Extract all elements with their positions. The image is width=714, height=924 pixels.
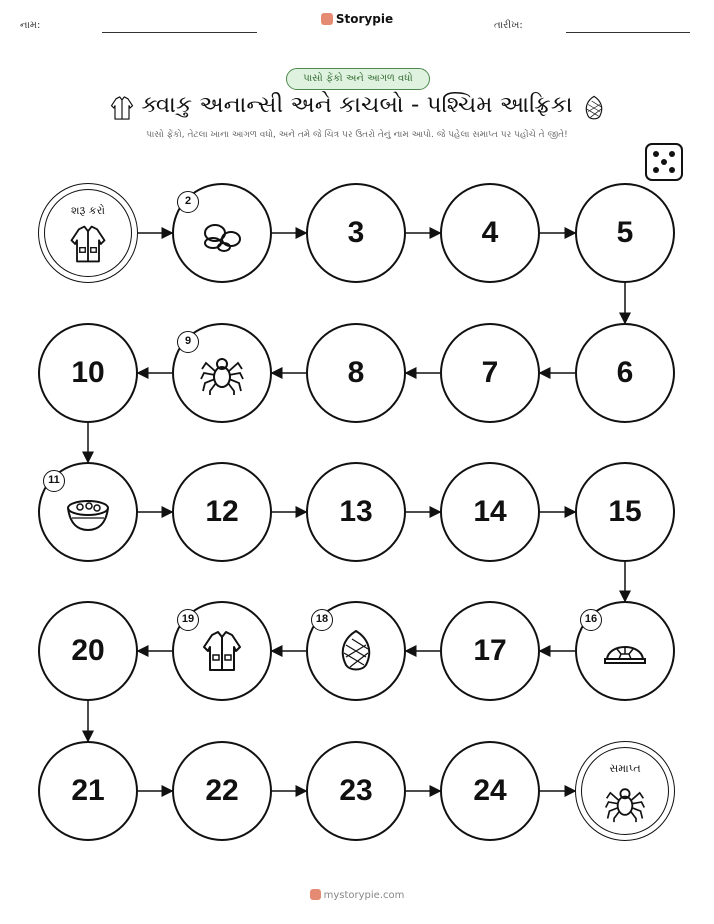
board-space[interactable]	[575, 323, 675, 423]
space-number: 12	[205, 495, 239, 528]
board-space[interactable]	[306, 323, 406, 423]
spider-icon	[198, 349, 246, 397]
board-space[interactable]	[440, 323, 540, 423]
board-space[interactable]	[38, 601, 138, 701]
space-number: 5	[616, 216, 634, 249]
space-number: 14	[473, 495, 507, 528]
storypie-logo-icon	[310, 889, 321, 900]
space-number: 4	[481, 216, 499, 249]
page-title: ક્વાકુ અનાન્સી અને કાચબો - પશ્ચિમ આફ્રિકા	[141, 92, 573, 118]
board-space[interactable]	[575, 462, 675, 562]
space-number-badge: 9	[177, 331, 199, 353]
space-number-badge: 11	[43, 470, 65, 492]
space-number: 3	[347, 216, 365, 249]
instructions: પાસો ફેંકો, તેટલા ખાના આગળ વધો, અને તમે જે ચિત્ર પર ઉતરો તેનું નામ આપો. જે પહેલા સમાપ્ત પર પહોંચે તે જીતે!	[146, 130, 568, 140]
space-number-badge: 16	[580, 609, 602, 631]
soup-bowl-icon	[64, 488, 112, 536]
space-number: 8	[347, 356, 365, 389]
space-number-badge: 18	[311, 609, 333, 631]
space-number: 23	[339, 774, 373, 807]
date-label: તારીખ:	[494, 20, 523, 31]
space-number-badge: 19	[177, 609, 199, 631]
name-label: નામ:	[20, 20, 41, 31]
space-number: 7	[481, 356, 499, 389]
start-space[interactable]	[38, 183, 138, 283]
space-ring	[581, 747, 669, 835]
board-space[interactable]	[575, 183, 675, 283]
pine-cone-icon	[332, 627, 380, 675]
board-space[interactable]	[440, 462, 540, 562]
board-space[interactable]	[38, 741, 138, 841]
board-space[interactable]	[172, 741, 272, 841]
board-space[interactable]	[38, 323, 138, 423]
space-number: 6	[616, 356, 634, 389]
board-space[interactable]	[440, 741, 540, 841]
space-number: 21	[71, 774, 105, 807]
board-space[interactable]	[172, 462, 272, 562]
jacket-icon	[198, 627, 246, 675]
turtle-shell-icon	[601, 627, 649, 675]
board-space[interactable]	[440, 183, 540, 283]
space-number: 17	[473, 634, 507, 667]
start-label: શરૂ કરો	[70, 204, 106, 217]
brand-name: Storypie	[335, 12, 394, 26]
footer	[0, 889, 714, 901]
space-number: 13	[339, 495, 373, 528]
board-space[interactable]	[306, 462, 406, 562]
board-space[interactable]	[306, 741, 406, 841]
space-ring	[44, 189, 132, 277]
game-tag: પાસો ફેંકો અને આગળ વધો	[286, 68, 430, 90]
space-number: 22	[205, 774, 239, 807]
space-number: 15	[608, 495, 642, 528]
space-number: 10	[71, 356, 105, 389]
footer-site[interactable]: mystorypie.com	[323, 890, 405, 901]
finish-label: સમાપ્ત	[609, 762, 641, 775]
finish-space[interactable]	[575, 741, 675, 841]
board-space[interactable]	[306, 183, 406, 283]
space-number-badge: 2	[177, 191, 199, 213]
board-space[interactable]	[440, 601, 540, 701]
space-number: 24	[473, 774, 507, 807]
space-number: 20	[71, 634, 105, 667]
rocks-icon	[198, 209, 246, 257]
